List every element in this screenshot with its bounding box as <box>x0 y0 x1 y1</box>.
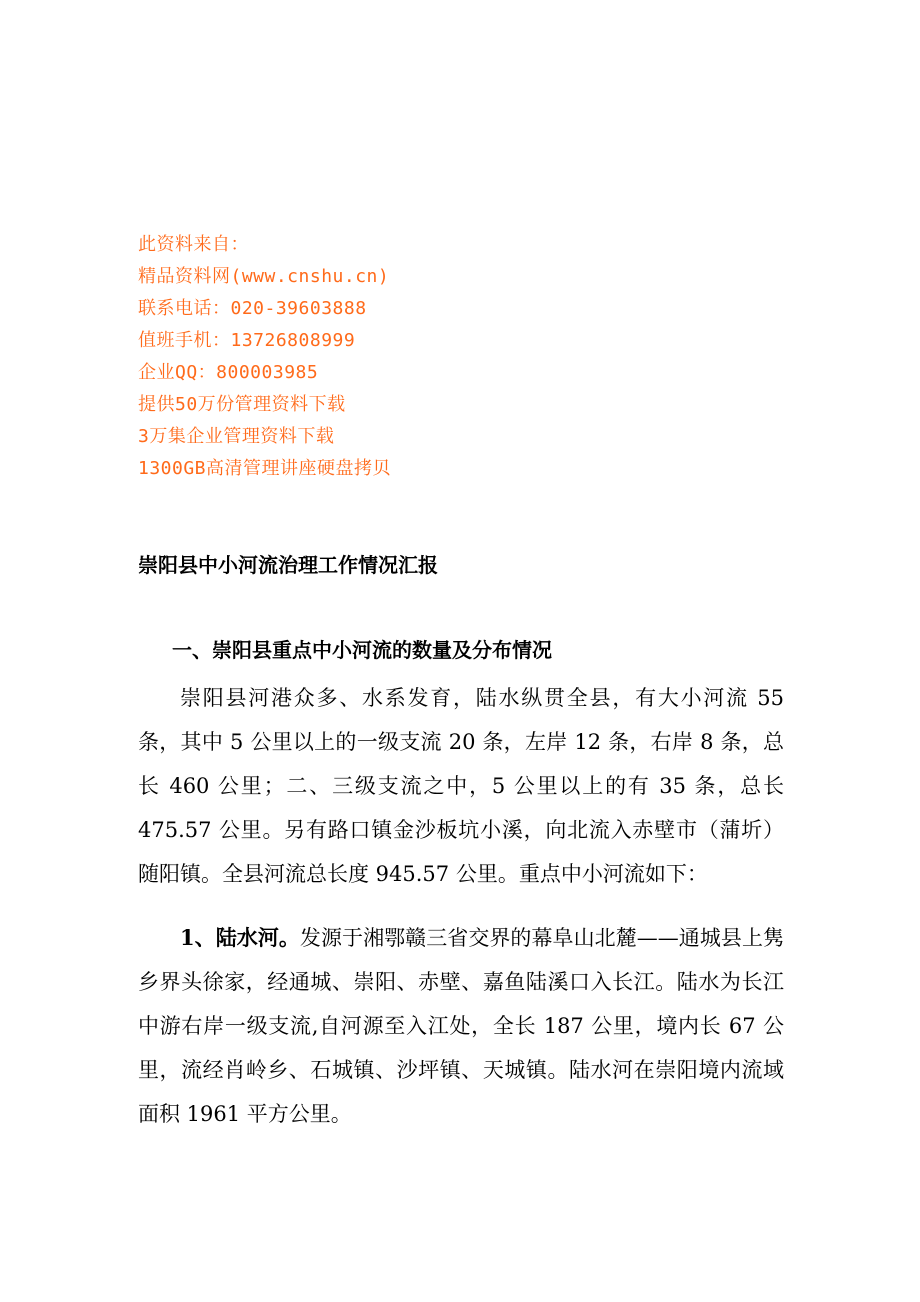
section-heading: 一、崇阳县重点中小河流的数量及分布情况 <box>172 638 552 662</box>
source-line: 企业QQ：800003985 <box>138 362 319 383</box>
source-line: 此资料来自： <box>138 234 249 255</box>
source-line: 提供50万份管理资料下载 <box>138 394 346 415</box>
item-heading: 1、陆水河。 <box>180 925 300 950</box>
source-line: 3万集企业管理资料下载 <box>138 426 335 447</box>
source-line: 1300GB高清管理讲座硬盘拷贝 <box>138 458 392 479</box>
source-line: 精品资料网(www.cnshu.cn) <box>138 266 390 287</box>
document-title: 崇阳县中小河流治理工作情况汇报 <box>138 553 438 577</box>
body-paragraph: 崇阳县河港众多、水系发育，陆水纵贯全县，有大小河流 55 条，其中 5 公里以上的一级支流 20 条，左岸 12 条，右岸 8 条，总长 460 公里；二、三级支流之中，5 公里以上的有 35 条，总长 475.57 公里。另有路口镇金沙板坑小溪，向北流入赤壁市（蒲圻）随阳镇。全县河流总长度 945.57 公里。重点中小河流如下： <box>138 686 784 886</box>
item-paragraph <box>138 916 784 1136</box>
source-line: 联系电话：020-39603888 <box>138 298 367 319</box>
item-text: 发源于湘鄂赣三省交界的幕阜山北麓——通城县上隽乡界头徐家，经通城、崇阳、赤壁、嘉鱼陆溪口入长江。陆水为长江中游右岸一级支流,自河源至入江处，全长 187 公里，境内长 67 公里，流经肖岭乡、石城镇、沙坪镇、天城镇。陆水河在崇阳境内流域面积 1961 平方公里。 <box>138 926 784 1126</box>
source-line: 值班手机：13726808999 <box>138 330 356 351</box>
source-info-block <box>138 229 618 485</box>
